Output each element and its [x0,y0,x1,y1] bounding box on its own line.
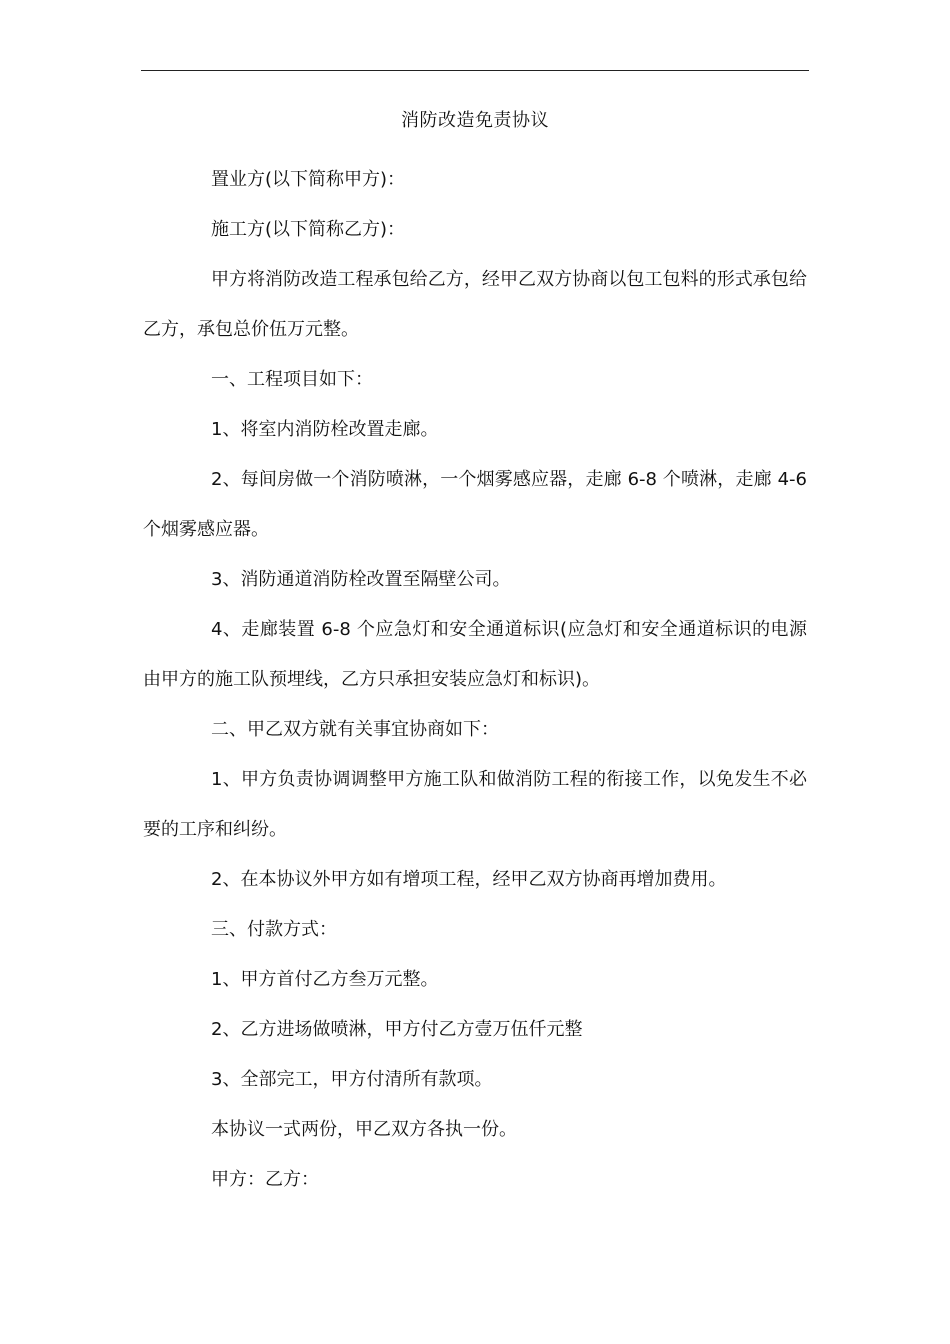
project-item-4: 4、走廊装置 6-8 个应急灯和安全通道标识(应急灯和安全通道标识的电源由甲方的施工队预埋线，乙方只承担安装应急灯和标识)。 [143,619,807,690]
header-rule [141,70,809,71]
contract-intro-paragraph: 甲方将消防改造工程承包给乙方，经甲乙双方协商以包工包料的形式承包给乙方，承包总价伍万元整。 [143,269,807,340]
matter-item-2: 2、在本协议外甲方如有增项工程，经甲乙双方协商再增加费用。 [211,869,727,890]
payment-item-1: 1、甲方首付乙方叁万元整。 [211,969,439,990]
payment-item-2: 2、乙方进场做喷淋，甲方付乙方壹万伍仟元整 [211,1019,583,1040]
project-item-2: 2、每间房做一个消防喷淋，一个烟雾感应器，走廊 6-8 个喷淋，走廊 4-6 个烟雾感应器。 [143,469,807,540]
party-a-line: 置业方(以下简称甲方)： [211,169,406,190]
party-b-line: 施工方(以下简称乙方)： [211,219,406,240]
section-heading-projects: 一、工程项目如下： [211,369,373,390]
document-body [143,155,807,1205]
section-heading-matters: 二、甲乙双方就有关事宜协商如下： [211,719,499,740]
document-title: 消防改造免责协议 [401,110,549,131]
copies-clause: 本协议一式两份，甲乙双方各执一份。 [211,1119,517,1140]
signature-line: 甲方：乙方： [211,1169,319,1190]
project-item-1: 1、将室内消防栓改置走廊。 [211,419,439,440]
section-heading-payment: 三、付款方式： [211,919,337,940]
payment-item-3: 3、全部完工，甲方付清所有款项。 [211,1069,493,1090]
project-item-3: 3、消防通道消防栓改置至隔壁公司。 [211,569,511,590]
matter-item-1: 1、甲方负责协调调整甲方施工队和做消防工程的衔接工作，以免发生不必要的工序和纠纷。 [143,769,807,840]
